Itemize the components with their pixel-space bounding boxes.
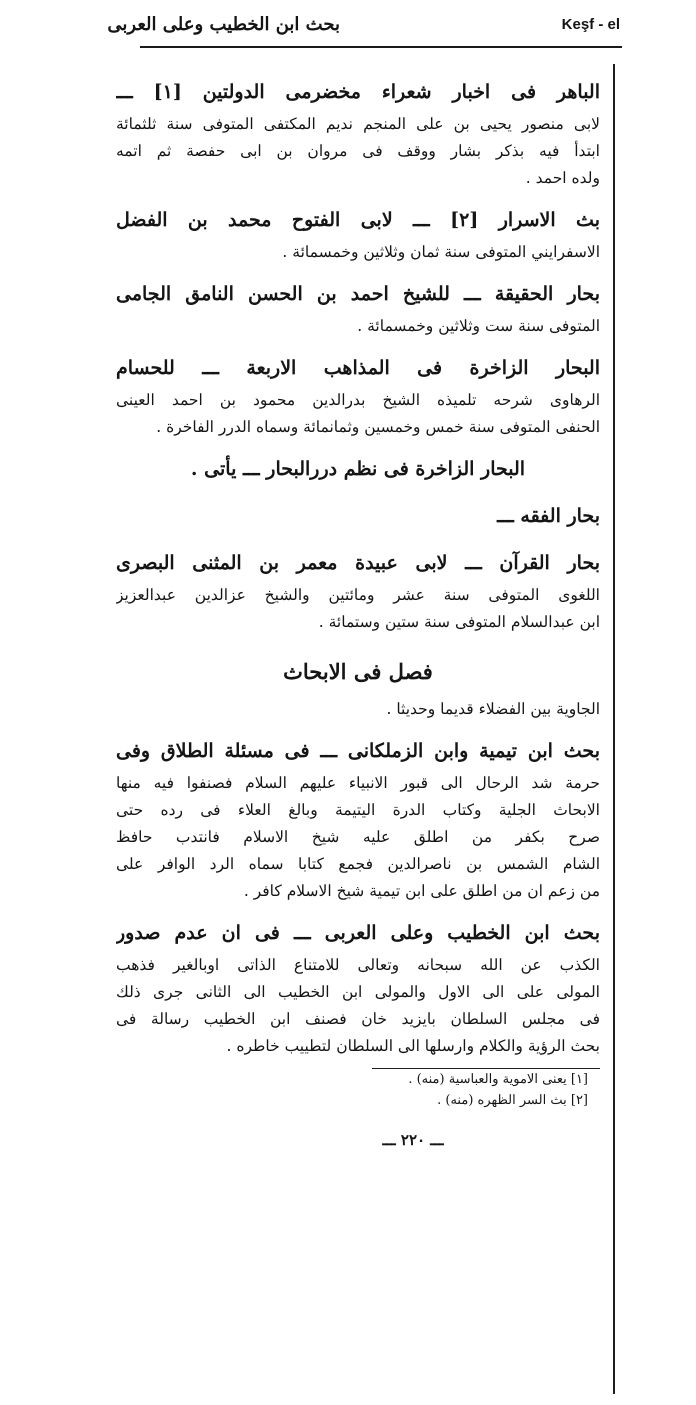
entry-lead: بحار الحقيقة ـــ للشيخ احمد بن الحسن النامق الجامى <box>116 283 600 305</box>
entry-line: المتوفى سنة ست وثلاثين وخمسمائة . <box>357 317 600 335</box>
running-title: بحث ابن الخطيب وعلى العربى <box>107 14 340 35</box>
entry-lead: بحار الفقه ـــ <box>497 505 600 527</box>
entry-bihar-al-haqiqa <box>116 276 600 340</box>
entry-al-bahir <box>116 74 600 192</box>
entry-line: ابتدأ فيه بذكر بشار ووقف فى مروان بن ابى حفصة ثم اتمه <box>116 142 600 160</box>
entry-line: ابن عبدالسلام المتوفى سنة ستين وستمائة . <box>318 613 600 631</box>
entry-lead: الباهر فى اخبار شعراء مخضرمى الدولتين [١] ـــ <box>116 81 600 103</box>
entry-line: الكذب عن الله سبحانه وتعالى للامتناع الذاتى اوبالغير فذهب <box>116 956 600 974</box>
section-intro: الجاوية بين الفضلاء قديما وحديثا . <box>386 700 600 718</box>
entry-lead: بث الاسرار [٢] ـــ لابى الفتوح محمد بن الفضل <box>116 209 600 231</box>
page-number: ـــ ٢٢٠ ـــ <box>382 1131 444 1149</box>
entry-bihar-al-quran <box>116 545 600 636</box>
margin-rule <box>613 64 615 1394</box>
footnote-1: [١] يعنى الاموية والعباسية (منه) . <box>408 1072 588 1087</box>
entry-line: صرح بكفر من اطلق عليه شيخ الاسلام فانتدب حافظ <box>116 828 600 846</box>
entry-bahth-ibn-al-khatib <box>116 915 600 1060</box>
entry-bihar-al-fiqh <box>116 498 600 535</box>
entry-line: الابحاث الجلية وكتاب الدرة اليتيمة وبالغ العلاء فى رده حتى <box>116 801 600 819</box>
entry-line: الرهاوى شرحه تلميذه الشيخ بدرالدين محمود بن احمد العينى <box>116 391 600 409</box>
page-header <box>107 12 622 48</box>
entry-line: ولده احمد . <box>525 169 600 187</box>
entry-line: حرمة شد الرحال الى قبور الانبياء عليهم السلام فصنفوا فيه منها <box>116 774 600 792</box>
section-heading: فصل فى الابحاث <box>283 659 433 684</box>
entry-line: الاسفرايني المتوفى سنة ثمان وثلاثين وخمسمائة . <box>282 243 600 261</box>
entry-lead: البحار الزاخرة فى المذاهب الاربعة ـــ للحسام <box>116 357 600 379</box>
entry-lead: بحار القرآن ـــ لابى عبيدة معمر بن المثنى البصرى <box>116 552 600 574</box>
entry-line: من زعم ان من اطلق على ابن تيمية شيخ الاسلام كافر . <box>243 882 600 900</box>
entry-line: الحنفى المتوفى سنة خمس وخمسين وثمانمائة وسماه الدرر الفاخرة . <box>156 418 600 436</box>
running-latin-label: Keşf - el <box>561 16 620 33</box>
entry-lead: البحار الزاخرة فى نظم دررالبحار ـــ يأتى . <box>190 458 526 480</box>
entry-line: المولى على الى الاول والمولى ابن الخطيب الى الثانى جرى ذلك <box>116 983 600 1001</box>
entry-al-bihar-al-zakhira <box>116 350 600 441</box>
entry-bath-al-asrar <box>116 202 600 266</box>
entry-line: فى مجلس السلطان بايزيد خان فصنف ابن الخطيب رسالة فى <box>116 1010 600 1028</box>
entry-bahth-ibn-taymiyya <box>116 733 600 905</box>
entry-line: اللغوى المتوفى سنة عشر ومائتين والشيخ عزالدين عبدالعزيز <box>116 586 600 604</box>
entry-al-bihar-al-zakhira-nazm <box>116 451 600 488</box>
entry-line: لابى منصور يحيى بن على المنجم نديم المكتفى المتوفى سنة ثلثمائة <box>116 115 600 133</box>
entry-line: الشام الشمس بن ناصرالدين فجمع كتابا سماه الرد الوافر على <box>116 855 600 873</box>
footnote-2: [٢] بث السر الظهره (منه) . <box>437 1093 588 1108</box>
page-body <box>116 60 600 1155</box>
entry-line: بحث الرؤية والكلام وارسلها الى السلطان لتطييب خاطره . <box>226 1037 600 1055</box>
entry-lead: بحث ابن الخطيب وعلى العربى ـــ فى ان عدم صدور <box>116 922 600 944</box>
entry-lead: بحث ابن تيمية وابن الزملكانى ـــ فى مسئلة الطلاق وفى <box>116 740 600 762</box>
